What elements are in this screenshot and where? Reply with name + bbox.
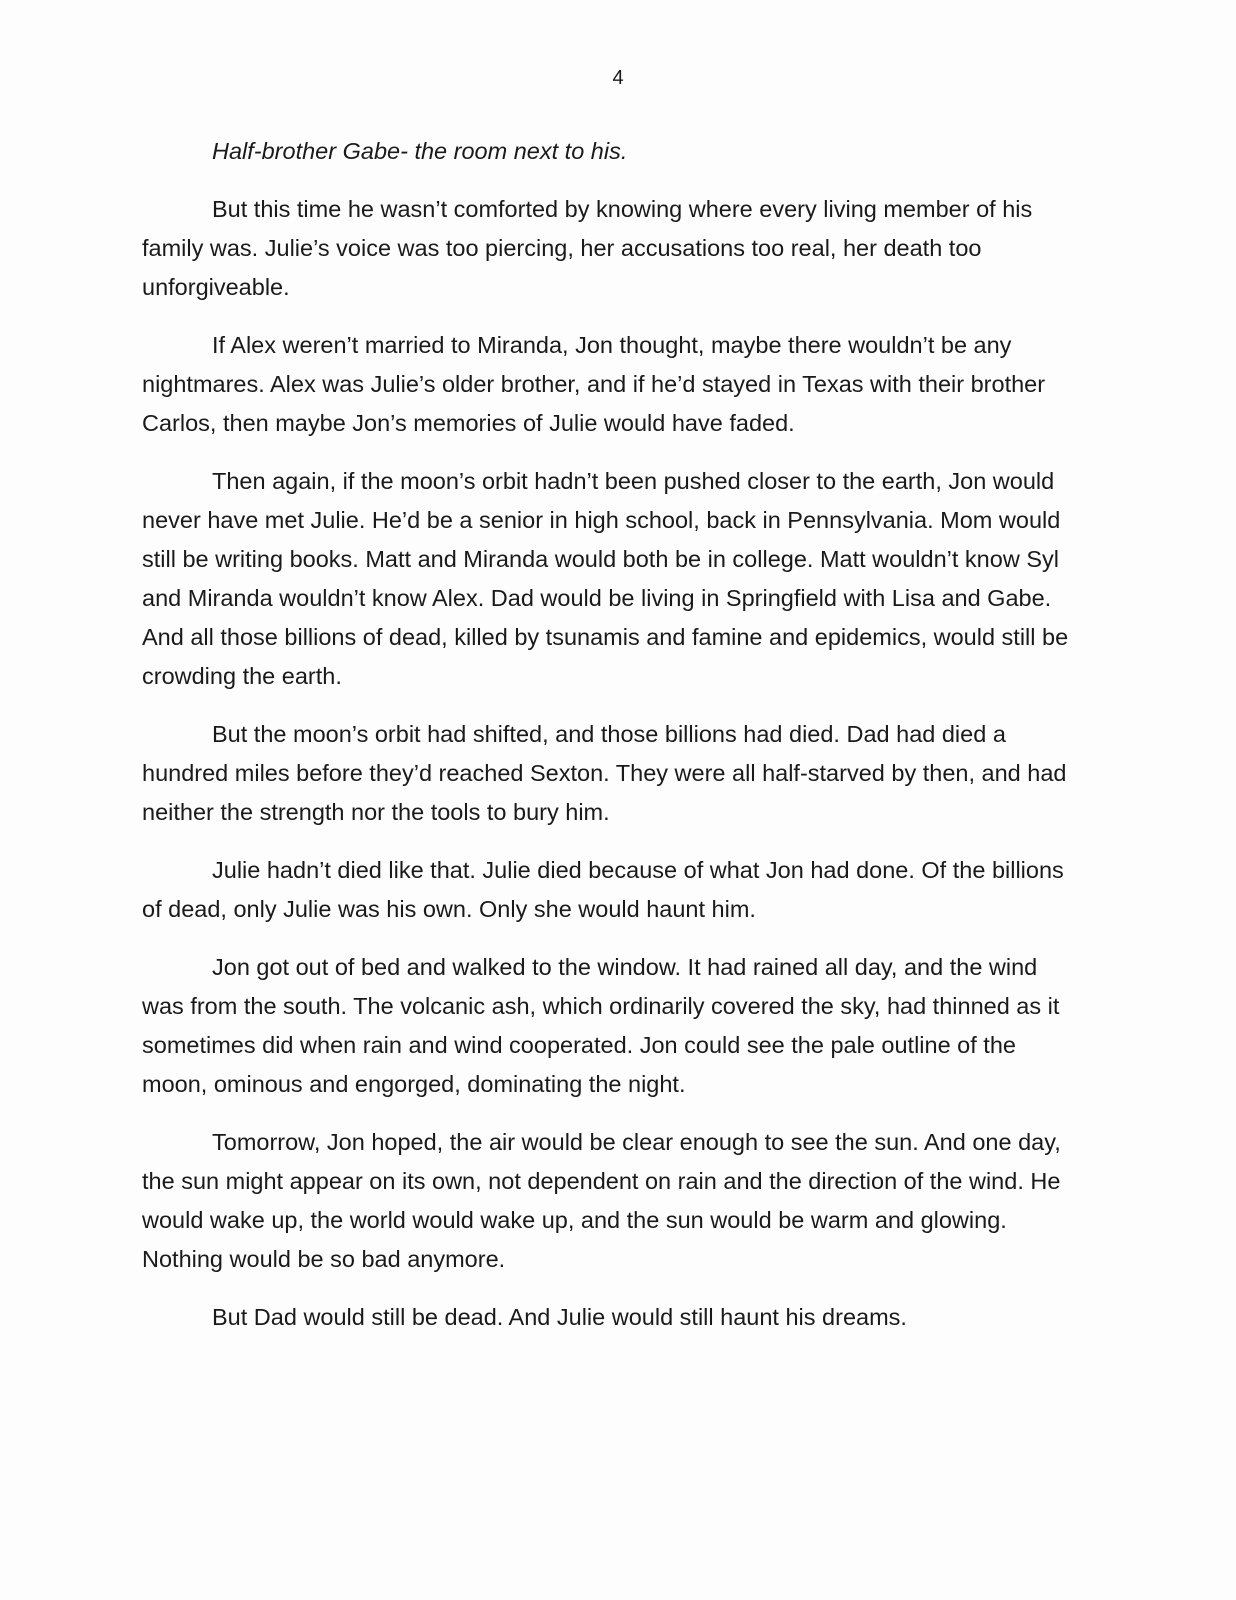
paragraph-3: If Alex weren’t married to Miranda, Jon thought, maybe there wouldn’t be any nightmares. Alex was Julie’s older brother, and if he’d stayed in Texas with their brother Carlos, then maybe Jon’s memories of Julie would have faded. (142, 332, 1046, 436)
paragraph-5: But the moon’s orbit had shifted, and those billions had died. Dad had died a hundred miles before they’d reached Sexton. They were all half-starved by then, and had neither the strength nor the tools to bury him. (142, 721, 1067, 825)
paragraph-2: But this time he wasn’t comforted by knowing where every living member of his family was. Julie’s voice was too piercing, her accusations too real, her death too unforgiveable. (142, 196, 1033, 300)
paragraph-9: But Dad would still be dead. And Julie would still haunt his dreams. (212, 1304, 907, 1330)
paragraph-8: Tomorrow, Jon hoped, the air would be clear enough to see the sun. And one day, the sun might appear on its own, not dependent on rain and the direction of the wind. He would wake up, the world would wake up, and the sun would be warm and glowing. Nothing would be so bad anymore. (142, 1129, 1061, 1272)
paragraph-6: Julie hadn’t died like that. Julie died because of what Jon had done. Of the billions of dead, only Julie was his own. Only she would haunt him. (142, 857, 1064, 922)
paragraph-7: Jon got out of bed and walked to the window. It had rained all day, and the wind was from the south. The volcanic ash, which ordinarily covered the sky, had thinned as it sometimes did when rain and wind cooperated. Jon could see the pale outline of the moon, ominous and engorged, dominating the night. (142, 954, 1060, 1097)
page-number: 4 (612, 67, 624, 89)
paragraph-4: Then again, if the moon’s orbit hadn’t been pushed closer to the earth, Jon would never have met Julie. He’d be a senior in high school, back in Pennsylvania. Mom would still be writing books. Matt and Miranda would both be in college. Matt wouldn’t know Syl and Miranda wouldn’t know Alex. Dad would be living in Springfield with Lisa and Gabe. And all those billions of dead, killed by tsunamis and famine and epidemics, would still be crowding the earth. (142, 468, 1069, 689)
paragraph-1: Half-brother Gabe- the room next to his. (212, 138, 628, 164)
body-text (142, 132, 1082, 1356)
